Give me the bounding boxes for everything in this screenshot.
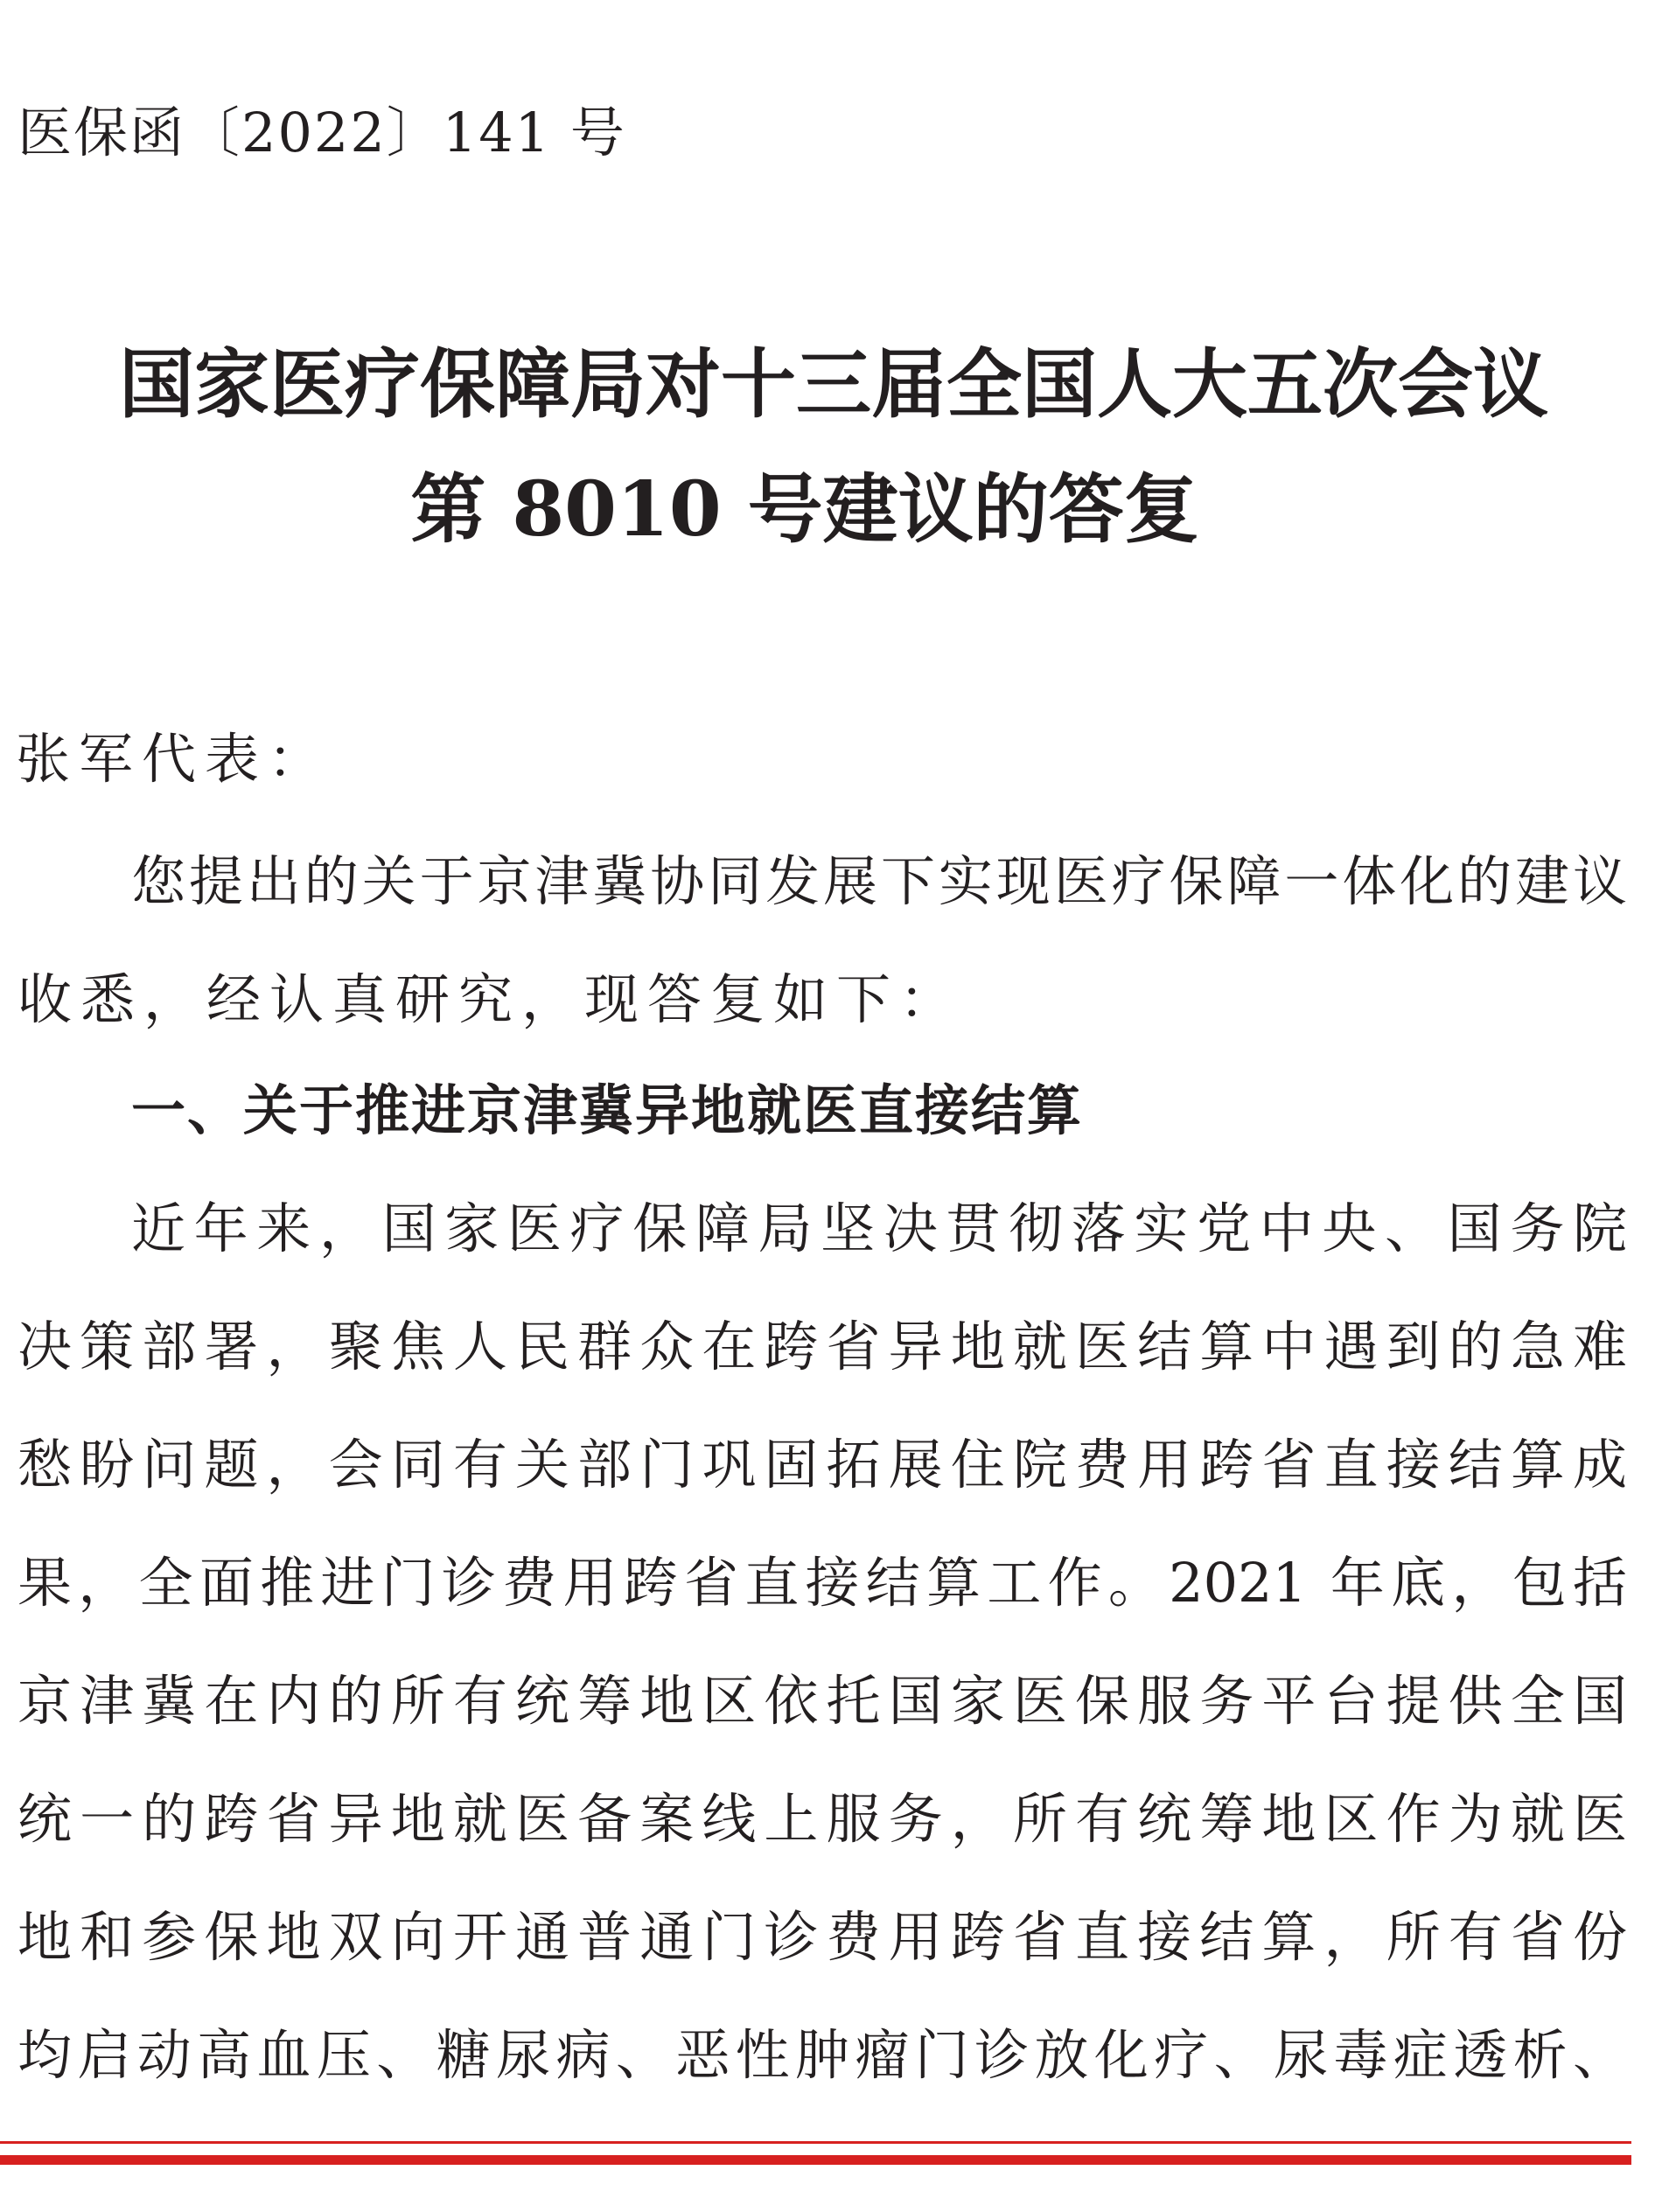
paragraph-2-line-5: 京津冀在内的所有统筹地区依托国家医保服务平台提供全国 [17,1669,1627,1733]
footer-red-rule-thick [0,2155,1631,2165]
paragraph-2-line-1: 近年来，国家医疗保障局坚决贯彻落实党中央、国务院 [131,1197,1627,1260]
paragraph-2-line-3: 愁盼问题，会同有关部门巩固拓展住院费用跨省直接结算成 [17,1433,1627,1497]
paragraph-2-line-7: 地和参保地双向开通普通门诊费用跨省直接结算，所有省份 [17,1905,1627,1969]
footer-red-rule-thin [0,2141,1631,2144]
paragraph-2-line-4: 果，全面推进门诊费用跨省直接结算工作。2021 年底，包括 [17,1551,1627,1615]
paragraph-2-line-2: 决策部署，聚焦人民群众在跨省异地就医结算中遇到的急难 [17,1315,1627,1378]
document-title-line-2: 第 8010 号建议的答复 [410,465,1199,554]
paragraph-1-line-1: 您提出的关于京津冀协同发展下实现医疗保障一体化的建议 [131,849,1627,913]
section-1-heading: 一、关于推进京津冀异地就医直接结算 [131,1078,1084,1142]
paragraph-1-line-2: 收悉，经认真研究，现答复如下： [17,967,963,1031]
salutation: 张军代表： [16,727,332,791]
document-title-line-1: 国家医疗保障局对十三届全国人大五次会议 [119,340,1548,429]
paragraph-2-line-8: 均启动高血压、糖尿病、恶性肿瘤门诊放化疗、尿毒症透析、 [17,2023,1627,2087]
paragraph-2-line-6: 统一的跨省异地就医备案线上服务，所有统筹地区作为就医 [17,1787,1627,1851]
document-number: 医保函〔2022〕141 号 [17,101,626,164]
